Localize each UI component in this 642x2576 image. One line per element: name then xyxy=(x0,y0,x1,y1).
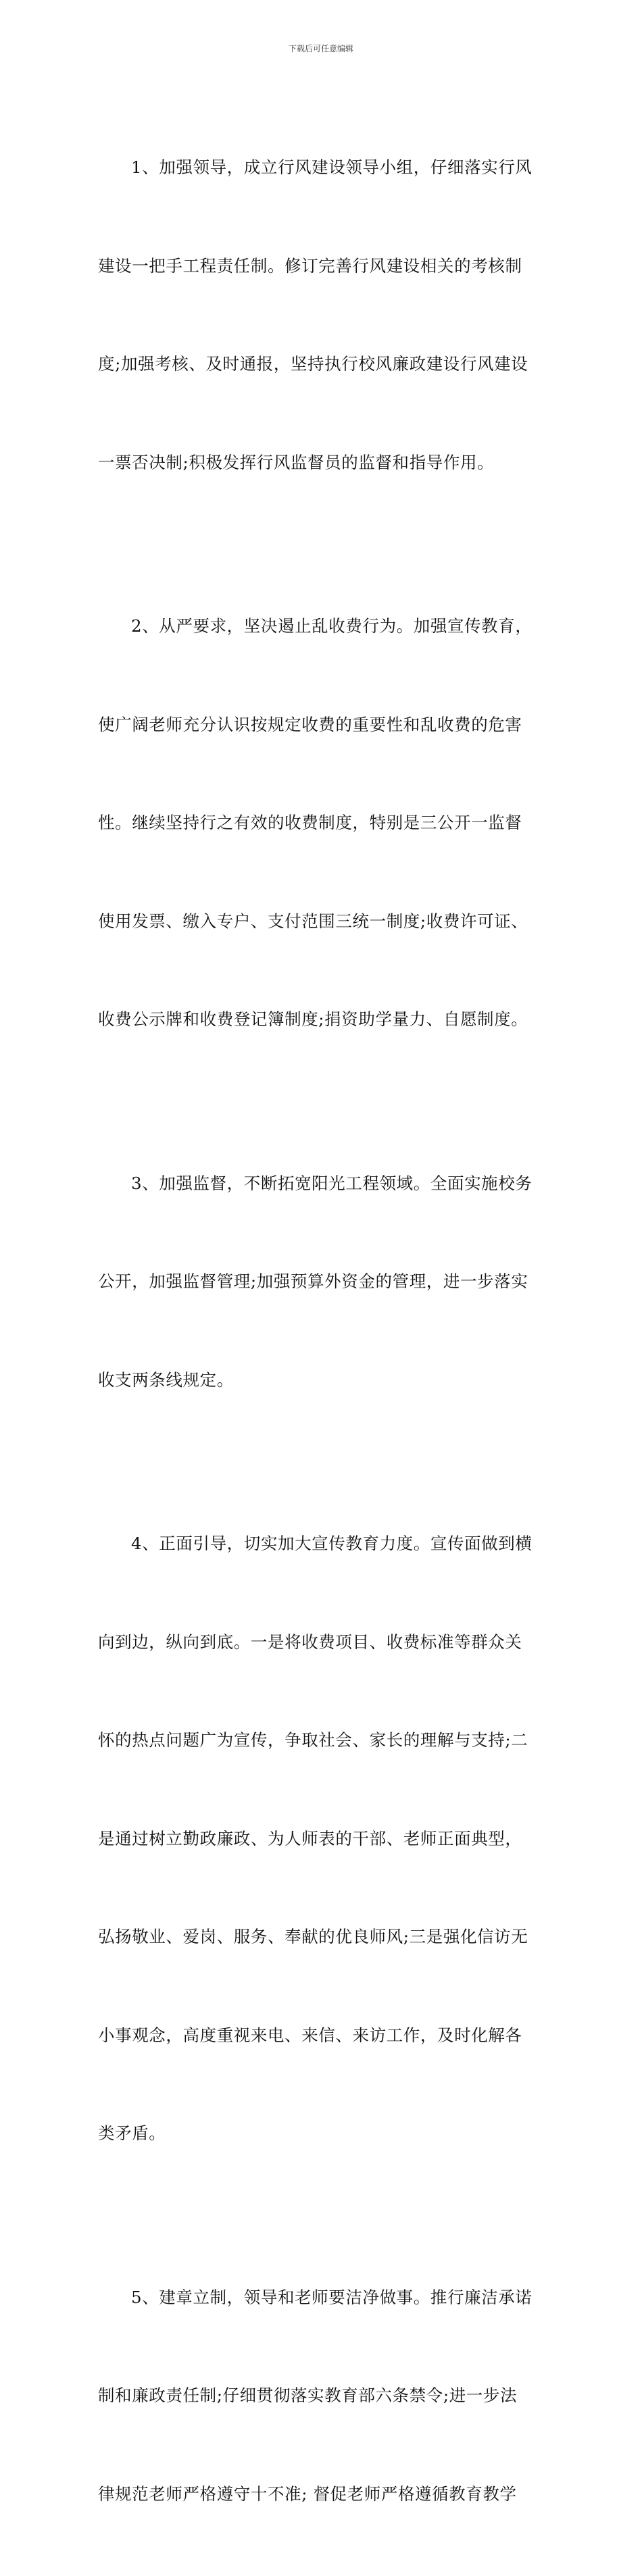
paragraph-line: 弘扬敬业、爱岗、服务、奉献的优良师风;三是强化信访无 xyxy=(98,1921,548,1954)
paragraph-line: 性。继续坚持行之有效的收费制度，特别是三公开一监督 xyxy=(98,807,548,840)
paragraph-line: 收费公示牌和收费登记簿制度;捐资助学量力、自愿制度。 xyxy=(98,1003,548,1036)
paragraph-line: 制和廉政责任制;仔细贯彻落实教育部六条禁令;进一步法 xyxy=(98,2379,548,2413)
paragraph-3 xyxy=(98,1102,548,1463)
paragraph-line: 怀的热点问题广为宣传，争取社会、家长的理解与支持;二 xyxy=(98,1724,548,1757)
paragraph-line: 类矛盾。 xyxy=(98,2117,548,2150)
paragraph-4 xyxy=(98,1462,548,2216)
paragraph-line: 小事观念，高度重视来电、来信、来访工作，及时化解各 xyxy=(98,2019,548,2052)
page-header: 下载后可任意编辑 xyxy=(0,43,642,54)
paragraph-line: 建设一把手工程责任制。修订完善行风建设相关的考核制 xyxy=(98,250,548,283)
paragraph-line: 公开，加强监督管理;加强预算外资金的管理，进一步落实 xyxy=(98,1265,548,1298)
paragraph-line: 律规范老师严格遵守十不准; 督促老师严格遵循教育教学 xyxy=(98,2478,548,2511)
paragraph-line: 是通过树立勤政廉政、为人师表的干部、老师正面典型， xyxy=(98,1823,548,1856)
paragraph-line: 5、建章立制，领导和老师要洁净做事。推行廉洁承诺 xyxy=(98,2281,548,2315)
paragraph-line: 收支两条线规定。 xyxy=(98,1364,548,1397)
paragraph-line: 4、正面引导，切实加大宣传教育力度。宣传面做到横 xyxy=(98,1527,548,1561)
paragraph-line: 一票否决制;积极发挥行风监督员的监督和指导作用。 xyxy=(98,447,548,480)
paragraph-line: 度;加强考核、及时通报，坚持执行校风廉政建设行风建设 xyxy=(98,348,548,381)
paragraph-line: 3、加强监督，不断拓宽阳光工程领域。全面实施校务 xyxy=(98,1167,548,1201)
paragraph-line: 使广阔老师充分认识按规定收费的重要性和乱收费的危害 xyxy=(98,709,548,742)
paragraph-line: 2、从严要求，坚决遏止乱收费行为。加强宣传教育， xyxy=(98,610,548,643)
document-body xyxy=(98,86,548,2576)
paragraph-line: 1、加强领导，成立行风建设领导小组，仔细落实行风 xyxy=(98,151,548,184)
paragraph-5 xyxy=(98,2216,548,2576)
paragraph-2 xyxy=(98,545,548,1102)
paragraph-line: 向到边，纵向到底。一是将收费项目、收费标准等群众关 xyxy=(98,1626,548,1659)
paragraph-line: 使用发票、缴入专户、支付范围三统一制度;收费许可证、 xyxy=(98,905,548,938)
paragraph-1 xyxy=(98,86,548,545)
